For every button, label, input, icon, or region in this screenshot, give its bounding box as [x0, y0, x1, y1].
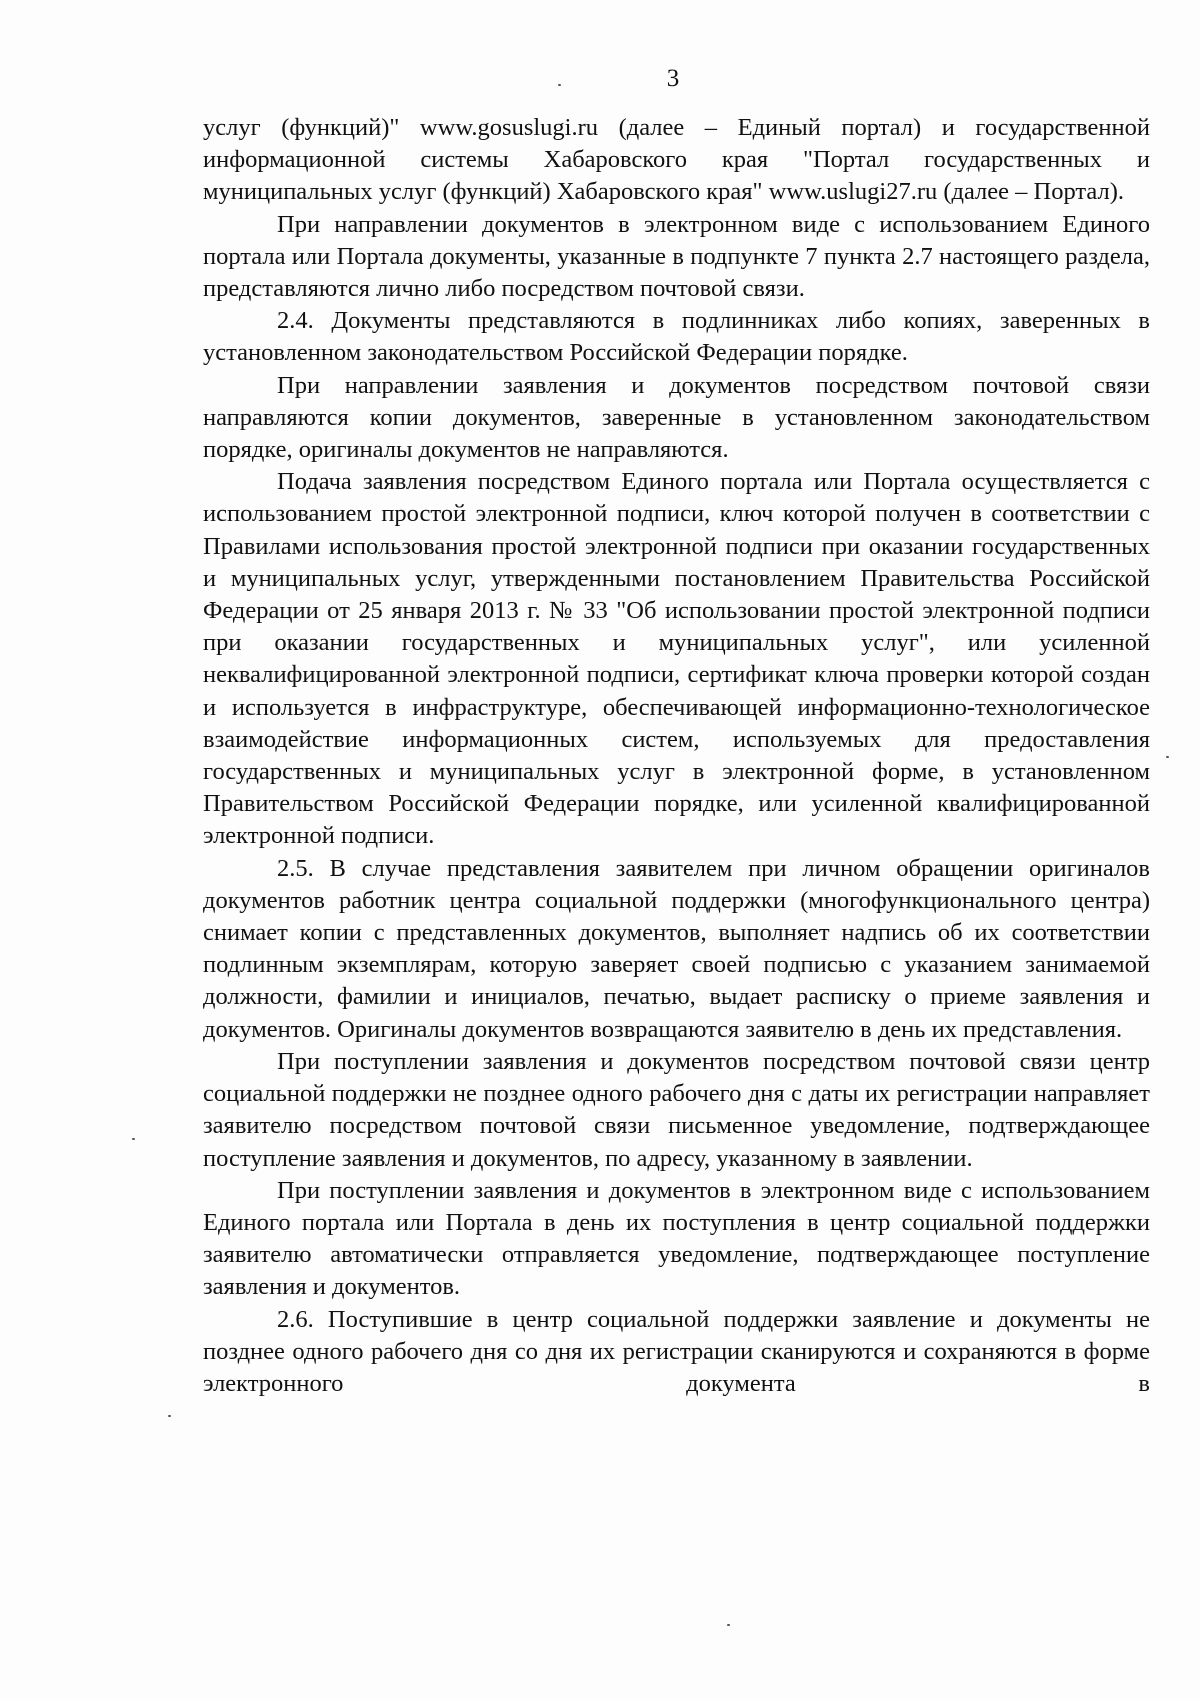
paragraph-2-4: 2.4. Документы представляются в подлинниках либо копиях, заверенных в установленном законодательством Российской Федерации порядке. [203, 307, 1150, 367]
scan-speck [727, 1624, 730, 1626]
scan-speck [1166, 756, 1169, 758]
paragraph-postal-copies: При направлении заявления и документов посредством почтовой связи направляются копии документов, заверенные в установленном законодательством порядке, оригиналы документов не направляются. [203, 371, 1150, 464]
paragraph-2-6: 2.6. Поступившие в центр социальной поддержки заявление и документы не позднее одного рабочего дня со дня их регистрации сканируются и сохраняются в форме электронного документа в [203, 1305, 1150, 1397]
paragraph-electronic-submission: При направлении документов в электронном виде с использованием Единого портала или Портала документы, указанные в подпункте 7 пункта 2.7 настоящего раздела, представляются лично либо посредством почтовой связи. [203, 210, 1150, 303]
scan-speck [558, 84, 561, 86]
scan-speck [132, 1138, 135, 1140]
scan-speck [168, 1415, 171, 1417]
paragraph-electronic-notification: При поступлении заявления и документов в электронном виде с использованием Единого портала или Портала в день их поступления в центр социальной поддержки заявителю автоматически отправляется уведомление, подтверждающее поступление заявления и документов. [203, 1176, 1150, 1301]
document-body [203, 112, 1150, 1400]
paragraph-electronic-signature: Подача заявления посредством Единого портала или Портала осуществляется с использованием простой электронной подписи, ключ которой получен в соответствии с Правилами использования простой электронной подписи при оказании государственных и муниципальных услуг, утвержденными постановлением Правительства Российской Федерации от 25 января 2013 г. № 33 "Об использовании простой электронной подписи при оказании государственных и муниципальных услуг", или усиленной неквалифицированной электронной подписи, сертификат ключа проверки которой создан и используется в инфраструктуре, обеспечивающей информационно-технологическое взаимодействие информационных систем, используемых для предоставления государственных и муниципальных услуг в электронной форме, в установленном Правительством Российской Федерации порядке, или усиленной квалифицированной электронной подписи. [203, 468, 1150, 850]
paragraph-portal-definitions: услуг (функций)" www.gosuslugi.ru (далее – Единый портал) и государственной информационной системы Хабаровского края "Портал государственных и муниципальных услуг (функций) Хабаровского края" www.uslugi27.ru (далее – Портал). [203, 114, 1150, 206]
page-number: 3 [666, 65, 680, 92]
paragraph-postal-notification: При поступлении заявления и документов посредством почтовой связи центр социальной поддержки не позднее одного рабочего дня с даты их регистрации направляет заявителю посредством почтовой связи письменное уведомление, подтверждающее поступление заявления и документов, по адресу, указанному в заявлении. [203, 1047, 1150, 1172]
paragraph-2-5: 2.5. В случае представления заявителем при личном обращении оригиналов документов работник центра социальной поддержки (многофункционального центра) снимает копии с представленных документов, выполняет надпись об их соответствии подлинным экземплярам, которую заверяет своей подписью с указанием занимаемой должности, фамилии и инициалов, печатью, выдает расписку о приеме заявления и документов. Оригиналы документов возвращаются заявителю в день их представления. [203, 854, 1150, 1043]
